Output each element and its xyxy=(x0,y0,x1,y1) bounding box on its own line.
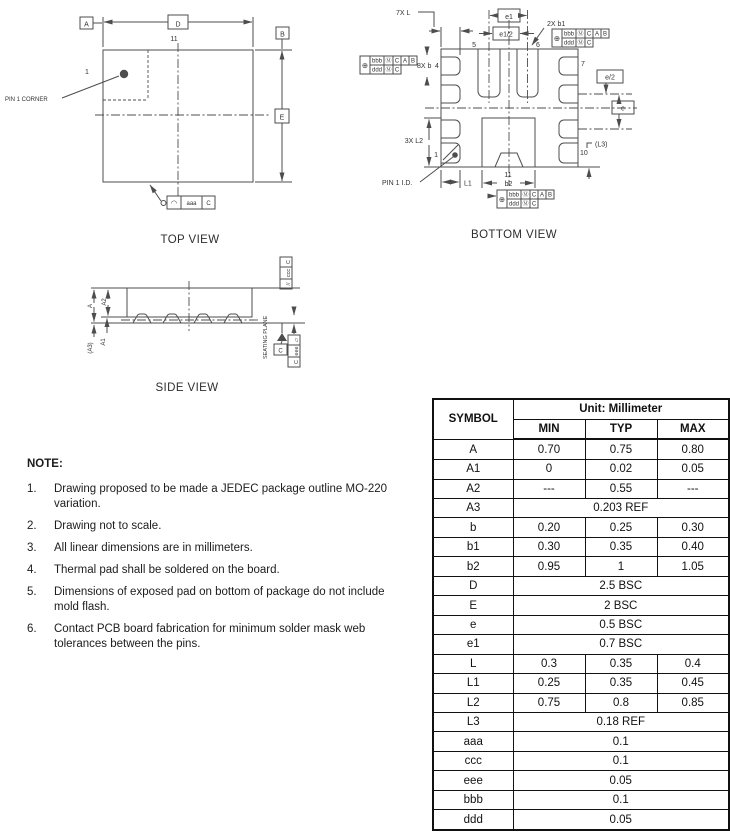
notes-section xyxy=(27,458,425,659)
dim-8x-b-label: 8X b xyxy=(417,63,432,70)
fcf-datum-b: B xyxy=(410,58,416,65)
parallelism-symbol-icon: // xyxy=(286,282,292,286)
fcf-bbb: bbb xyxy=(371,58,383,65)
col-header-max: MAX xyxy=(657,419,729,439)
span-value-cell: 0.05 xyxy=(513,810,729,830)
max-cell: 0.05 xyxy=(657,460,729,479)
table-row xyxy=(433,810,729,830)
note-item xyxy=(27,482,425,512)
side-view-lines xyxy=(91,257,305,367)
pad xyxy=(559,120,578,138)
symbol-cell: L3 xyxy=(433,713,513,732)
fcf-datum-c-label: C xyxy=(206,201,211,207)
symbol-cell: e1 xyxy=(433,635,513,654)
min-cell: --- xyxy=(513,479,585,498)
fcf-datum-b: B xyxy=(602,31,608,38)
seating-plane-label: SEATING PLANE xyxy=(263,315,269,359)
note-item xyxy=(27,519,425,534)
pad xyxy=(441,85,460,103)
symbol-cell: b1 xyxy=(433,537,513,556)
top-view-drawing xyxy=(0,5,345,250)
typ-cell: 0.8 xyxy=(585,693,657,712)
datum-a-label: A xyxy=(84,21,89,29)
min-cell: 0.70 xyxy=(513,439,585,459)
pad xyxy=(441,57,460,75)
dim-l3-label: (L3) xyxy=(595,141,608,149)
col-header-min: MIN xyxy=(513,419,585,439)
span-value-cell: 0.1 xyxy=(513,732,729,751)
mmc-modifier-icon: Ⓜ xyxy=(522,192,529,199)
symbol-cell: D xyxy=(433,576,513,595)
table-row xyxy=(433,479,729,498)
side-view-drawing xyxy=(55,255,340,400)
dim-d-label: D xyxy=(175,21,181,29)
fcf-ccc: ccc xyxy=(286,268,292,278)
max-cell: 0.40 xyxy=(657,537,729,556)
note-number: 6. xyxy=(27,623,37,635)
table-row xyxy=(433,596,729,615)
span-value-cell: 0.1 xyxy=(513,751,729,770)
notes-heading: NOTE: xyxy=(27,458,63,470)
note-item xyxy=(27,563,425,578)
typ-cell: 0.35 xyxy=(585,674,657,693)
table-row xyxy=(433,615,729,634)
table-row xyxy=(433,576,729,595)
fcf-position-b xyxy=(360,56,417,74)
pad-6 xyxy=(517,49,538,97)
fcf-datum-a: A xyxy=(539,192,545,199)
notes-list xyxy=(27,482,425,652)
position-symbol-icon: ⊕ xyxy=(361,61,369,70)
symbol-cell: b xyxy=(433,518,513,537)
pin7-label: 7 xyxy=(581,61,585,68)
note-text: Drawing proposed to be made a JEDEC package outline MO-220 variation. xyxy=(54,483,388,510)
mmc-modifier-icon: Ⓜ xyxy=(385,58,392,65)
span-value-cell: 2 BSC xyxy=(513,596,729,615)
min-cell: 0.25 xyxy=(513,674,585,693)
min-cell: 0.95 xyxy=(513,557,585,576)
fcf-datum-c: C xyxy=(586,40,592,47)
typ-cell: 0.02 xyxy=(585,460,657,479)
typ-cell: 0.25 xyxy=(585,518,657,537)
table-row xyxy=(433,790,729,809)
side-view-title: SIDE VIEW xyxy=(155,382,219,394)
pin1-corner-leader xyxy=(62,76,119,98)
dim-e-half-label: e/2 xyxy=(605,74,615,82)
position-symbol-icon: ⊕ xyxy=(498,195,506,204)
typ-cell: 0.35 xyxy=(585,654,657,673)
symbol-cell: L1 xyxy=(433,674,513,693)
fcf-bbb: bbb xyxy=(508,192,520,199)
pin11-label: 11 xyxy=(170,36,178,43)
fcf-datum-b: B xyxy=(547,192,553,199)
symbol-cell: bbb xyxy=(433,790,513,809)
dim-a3-label: (A3) xyxy=(88,342,94,354)
mmc-modifier-icon: Ⓜ xyxy=(385,67,392,74)
symbol-cell: L2 xyxy=(433,693,513,712)
fcf-ddd: ddd xyxy=(508,201,520,208)
table-header-row xyxy=(433,399,729,419)
typ-cell: 0.35 xyxy=(585,537,657,556)
note-text: Dimensions of exposed pad on bottom of package do not include mold flash. xyxy=(54,586,385,613)
datum-target-triangle-icon xyxy=(277,333,287,341)
note-text: Drawing not to scale. xyxy=(54,520,162,532)
fcf-datum-c: C xyxy=(394,58,400,65)
symbol-cell: A1 xyxy=(433,460,513,479)
dimension-table-container xyxy=(432,398,728,831)
mmc-modifier-icon: Ⓜ xyxy=(522,201,529,208)
symbol-cell: b2 xyxy=(433,557,513,576)
table-row xyxy=(433,751,729,770)
pad xyxy=(559,57,578,75)
symbol-cell: L xyxy=(433,654,513,673)
fcf-datum-c: C xyxy=(394,67,400,74)
min-cell: 0.20 xyxy=(513,518,585,537)
fcf-datum-c: C xyxy=(531,201,537,208)
dimension-table xyxy=(432,398,730,831)
symbol-cell: eee xyxy=(433,771,513,790)
symbol-cell: ccc xyxy=(433,751,513,770)
table-row xyxy=(433,713,729,732)
pin11-label: 11 xyxy=(504,172,512,179)
table-row xyxy=(433,439,729,459)
pin5-label: 5 xyxy=(472,42,476,49)
note-number: 4. xyxy=(27,564,37,576)
fcf-datum-c: C xyxy=(531,192,537,199)
dim-a1-label: A1 xyxy=(101,338,107,346)
max-cell: 0.4 xyxy=(657,654,729,673)
datum-c-label: C xyxy=(278,348,283,355)
table-row xyxy=(433,557,729,576)
table-row xyxy=(433,537,729,556)
span-value-cell: 0.18 REF xyxy=(513,713,729,732)
symbol-cell: E xyxy=(433,596,513,615)
typ-cell: 1 xyxy=(585,557,657,576)
typ-cell: 0.55 xyxy=(585,479,657,498)
min-cell: 0 xyxy=(513,460,585,479)
fcf-datum-c: C xyxy=(586,31,592,38)
note-item xyxy=(27,622,425,652)
symbol-cell: A2 xyxy=(433,479,513,498)
typ-cell: 0.75 xyxy=(585,439,657,459)
pad-5 xyxy=(478,49,500,97)
table-row xyxy=(433,771,729,790)
top-view-title: TOP VIEW xyxy=(160,234,220,246)
note-item xyxy=(27,541,425,556)
col-header-symbol: SYMBOL xyxy=(433,399,513,439)
dim-a2-label: A2 xyxy=(102,298,108,306)
min-cell: 0.30 xyxy=(513,537,585,556)
pad xyxy=(441,120,460,138)
span-value-cell: 0.203 REF xyxy=(513,499,729,518)
flatness-symbol-icon: ▱ xyxy=(294,337,300,343)
span-value-cell: 0.1 xyxy=(513,790,729,809)
fcf-aaa-label: aaa xyxy=(186,201,197,207)
max-cell: 0.80 xyxy=(657,439,729,459)
position-symbol-icon: ⊕ xyxy=(553,34,561,43)
fcf-position-b2 xyxy=(488,190,554,208)
fcf-bbb: bbb xyxy=(563,31,575,38)
mmc-modifier-icon: Ⓜ xyxy=(577,40,584,47)
note-text: Contact PCB board fabrication for minimum solder mask web tolerances between the pins. xyxy=(54,623,366,650)
pin1-label: 1 xyxy=(434,152,438,159)
side-view-labels xyxy=(88,260,300,394)
table-row xyxy=(433,499,729,518)
mmc-modifier-icon: Ⓜ xyxy=(577,31,584,38)
terminal xyxy=(194,314,212,323)
dim-e1-label: e1 xyxy=(505,14,513,21)
pad xyxy=(559,143,578,163)
pad xyxy=(559,85,578,103)
pin1-id-label: PIN 1 I.D. xyxy=(382,180,413,187)
note-number: 2. xyxy=(27,520,37,532)
symbol-cell: e xyxy=(433,615,513,634)
max-cell: --- xyxy=(657,479,729,498)
dim-a-label: A xyxy=(88,303,94,309)
bottom-view-title: BOTTOM VIEW xyxy=(471,229,557,241)
fcf-datum-c: C xyxy=(286,260,292,264)
pin1-corner-label: PIN 1 CORNER xyxy=(5,97,48,103)
profile-symbol-icon: ◠ xyxy=(170,198,178,208)
note-number: 1. xyxy=(27,483,37,495)
fcf-position-b1 xyxy=(552,29,609,47)
fcf-datum-a: A xyxy=(594,31,600,38)
terminal xyxy=(224,314,242,323)
dim-e-label: E xyxy=(279,114,285,122)
note-text: All linear dimensions are in millimeters. xyxy=(54,542,253,554)
min-cell: 0.3 xyxy=(513,654,585,673)
dim-2x-b1-label: 2X b1 xyxy=(547,21,566,28)
note-item xyxy=(27,585,425,615)
max-cell: 0.30 xyxy=(657,518,729,537)
dim-l1-label: L1 xyxy=(464,180,472,188)
fcf-ddd: ddd xyxy=(371,67,383,74)
pin1-label: 1 xyxy=(85,69,89,76)
table-row xyxy=(433,518,729,537)
table-row xyxy=(433,654,729,673)
note-ref-4: 4 xyxy=(435,63,439,70)
note-text: Thermal pad shall be soldered on the board. xyxy=(54,564,280,576)
pin1-id-dot xyxy=(452,152,458,158)
span-value-cell: 0.7 BSC xyxy=(513,635,729,654)
max-cell: 0.85 xyxy=(657,693,729,712)
top-view-lines xyxy=(80,15,292,209)
datum-b-label: B xyxy=(280,31,285,39)
thermal-pad xyxy=(482,118,535,167)
table-row xyxy=(433,693,729,712)
min-cell: 0.75 xyxy=(513,693,585,712)
pin10-label: 10 xyxy=(580,150,588,157)
pin6-label: 6 xyxy=(536,42,540,49)
terminal xyxy=(133,314,151,323)
table-row xyxy=(433,635,729,654)
note-number: 5. xyxy=(27,586,37,598)
terminal xyxy=(163,314,181,323)
col-header-unit: Unit: Millimeter xyxy=(513,399,729,419)
fcf-ddd: ddd xyxy=(563,40,575,47)
package-body-outline xyxy=(127,288,252,317)
leader-circle xyxy=(161,201,166,206)
fcf-datum-a: A xyxy=(402,58,408,65)
fcf-datum-c: C xyxy=(294,360,300,364)
dim-e-label: e xyxy=(621,105,625,113)
span-value-cell: 2.5 BSC xyxy=(513,576,729,595)
symbol-cell: A xyxy=(433,439,513,459)
span-value-cell: 0.05 xyxy=(513,771,729,790)
col-header-typ: TYP xyxy=(585,419,657,439)
dim-3x-l2-label: 3X L2 xyxy=(404,138,423,145)
top-view-labels xyxy=(5,22,285,247)
fcf-eee: eee xyxy=(294,346,300,356)
symbol-cell: ddd xyxy=(433,810,513,830)
dim-e1-half-label: e1/2 xyxy=(499,31,513,39)
span-value-cell: 0.5 BSC xyxy=(513,615,729,634)
dim-b2-label: b2 xyxy=(504,181,513,188)
table-row xyxy=(433,674,729,693)
symbol-cell: A3 xyxy=(433,499,513,518)
pin1-corner-dot xyxy=(120,70,128,78)
symbol-cell: aaa xyxy=(433,732,513,751)
max-cell: 1.05 xyxy=(657,557,729,576)
table-row xyxy=(433,460,729,479)
note-number: 3. xyxy=(27,542,37,554)
max-cell: 0.45 xyxy=(657,674,729,693)
bottom-view-drawing xyxy=(350,0,730,250)
table-row xyxy=(433,732,729,751)
dim-7x-l-label: 7X L xyxy=(396,10,411,17)
